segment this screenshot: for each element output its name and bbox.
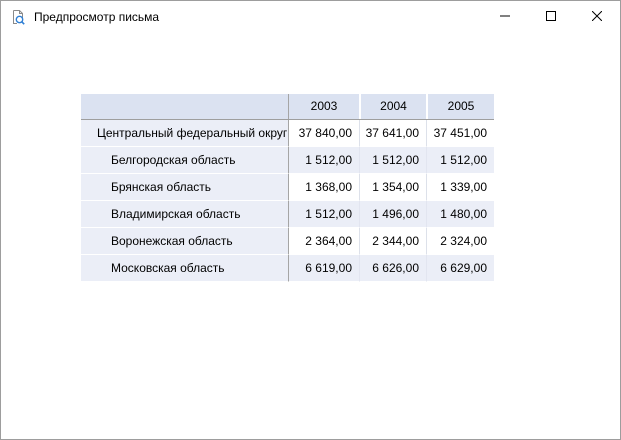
- table-row: [81, 255, 494, 282]
- value-cell: 6 619,00: [289, 255, 359, 282]
- region-name-cell: Брянская область: [81, 174, 289, 201]
- value-cell: 1 496,00: [359, 201, 426, 228]
- close-button[interactable]: [574, 1, 620, 31]
- table-row: [81, 120, 494, 147]
- maximize-button[interactable]: [528, 1, 574, 31]
- value-cell: 1 512,00: [289, 147, 359, 174]
- value-cell: 37 641,00: [359, 120, 426, 147]
- value-cell: 1 512,00: [359, 147, 426, 174]
- value-cell: 2 324,00: [426, 228, 494, 255]
- value-cell: 1 354,00: [359, 174, 426, 201]
- region-name-cell: Владимирская область: [81, 201, 289, 228]
- value-cell: 1 480,00: [426, 201, 494, 228]
- value-cell: 37 451,00: [426, 120, 494, 147]
- row-header-column-header: [81, 94, 289, 119]
- minimize-icon: [500, 9, 510, 24]
- value-cell: 1 512,00: [426, 147, 494, 174]
- preview-table: [81, 94, 494, 282]
- value-cell: 37 840,00: [289, 120, 359, 147]
- region-name-cell: Московская область: [81, 255, 289, 282]
- value-cell: 6 626,00: [359, 255, 426, 282]
- maximize-icon: [546, 9, 556, 24]
- table-row: [81, 201, 494, 228]
- value-cell: 1 368,00: [289, 174, 359, 201]
- year-column-header: 2004: [359, 94, 426, 119]
- value-cell: 2 364,00: [289, 228, 359, 255]
- window-title: Предпросмотр письма: [34, 9, 160, 24]
- table-row: [81, 228, 494, 255]
- year-column-header: 2005: [426, 94, 494, 119]
- document-preview-magnifier-icon: [10, 9, 26, 25]
- value-cell: 1 512,00: [289, 201, 359, 228]
- value-cell: 2 344,00: [359, 228, 426, 255]
- region-name-cell: Воронежская область: [81, 228, 289, 255]
- table-row: [81, 147, 494, 174]
- caption-buttons: [482, 1, 620, 31]
- table-header-row: [81, 94, 494, 119]
- value-cell: 1 339,00: [426, 174, 494, 201]
- year-column-header: 2003: [289, 94, 359, 119]
- region-name-cell: Центральный федеральный округ: [81, 120, 289, 147]
- title-bar[interactable]: [1, 1, 620, 32]
- table-row: [81, 174, 494, 201]
- minimize-button[interactable]: [482, 1, 528, 31]
- value-cell: 6 629,00: [426, 255, 494, 282]
- region-name-cell: Белгородская область: [81, 147, 289, 174]
- close-icon: [592, 9, 602, 24]
